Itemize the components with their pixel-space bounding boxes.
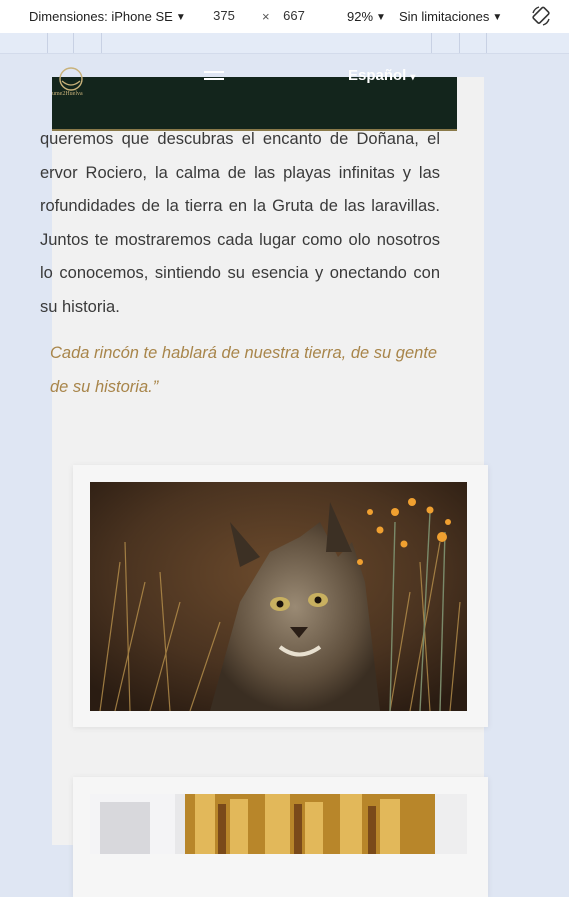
ruler-divider: [486, 33, 487, 53]
quote-text: Cada rincón te hablará de nuestra tierra, de su gente de su historia.”: [50, 344, 438, 396]
device-label: Dimensiones: iPhone SE: [29, 9, 173, 24]
dimension-separator: ×: [262, 9, 270, 24]
iberian-lynx-photo: [90, 482, 467, 711]
devtools-device-toolbar: [0, 0, 569, 33]
caret-down-icon: ▼: [175, 12, 186, 23]
width-input[interactable]: 375: [213, 8, 235, 23]
photo-card[interactable]: [73, 777, 488, 897]
menu-hamburger-icon[interactable]: [204, 71, 224, 87]
chevron-down-icon: ▾: [410, 72, 416, 83]
rotate-device-icon[interactable]: [530, 5, 552, 27]
device-selector[interactable]: [29, 9, 186, 24]
logo-text: ume2Huelva: [52, 91, 83, 97]
throttle-value: Sin limitaciones: [399, 9, 490, 24]
zoom-selector[interactable]: [347, 9, 386, 24]
photo-card[interactable]: [73, 465, 488, 727]
intro-paragraph: queremos que descubras el encanto de Doñana, el ervor Rociero, la calma de las playas infinitas y las rofundidades de la tierra en la Gruta de las laravillas. Juntos te mostraremos cada lugar como olo nosotros lo conocemos, sintiendo su esencia y onectando con su historia.: [40, 130, 440, 316]
ruler-divider: [459, 33, 460, 53]
site-logo-icon[interactable]: [46, 65, 96, 115]
caret-down-icon: ▼: [376, 12, 386, 23]
golden-altar-photo: [90, 794, 467, 854]
device-viewport[interactable]: [40, 67, 484, 845]
language-label: Español: [348, 67, 407, 84]
zoom-value: 92%: [347, 9, 374, 24]
language-selector[interactable]: [348, 67, 415, 84]
height-input[interactable]: 667: [283, 8, 305, 23]
throttle-selector[interactable]: [399, 9, 502, 24]
ruler-divider: [47, 33, 48, 53]
media-query-bar[interactable]: [0, 33, 569, 54]
site-navbar: [52, 67, 457, 129]
ruler-divider: [431, 33, 432, 53]
caret-down-icon: ▼: [492, 12, 503, 23]
ruler-divider: [73, 33, 74, 53]
ruler-divider: [101, 33, 102, 53]
